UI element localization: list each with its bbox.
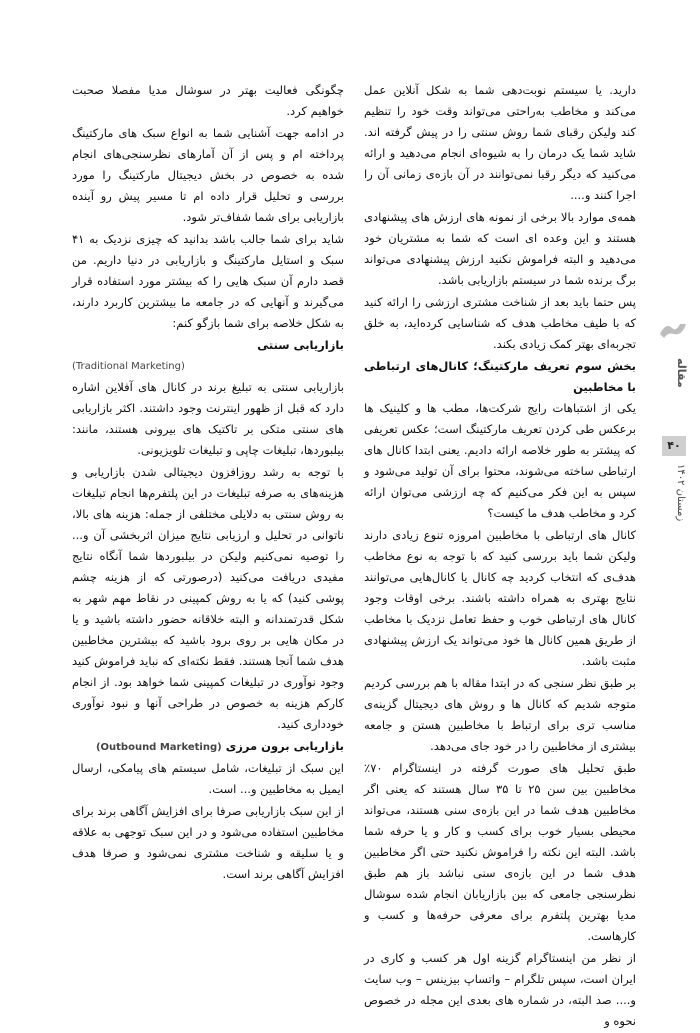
subheading-english: (Traditional Marketing) <box>72 361 185 372</box>
left-column <box>72 80 344 886</box>
paragraph: طبق تحلیل‌ های صورت گرفته در اینستاگرام ۷۰٪ مخاطبین بین سن ۲۵ تا ۳۵ سال هستند که یعنی اگر مخاطبین هدف شما در این بازه‌ی سنی هستند، می‌تواند محیطی بسیار خوب برای کسب و کار و یا حرفه شما باشد. البته این نکته را فراموش نکنید حتی اگر مخاطبین هدف شما در این بازه‌ی سنی نباشد باز هم طبق نظرسنجی جامعی که بین بازاریابان انجام شده سوشال مدیا بهترین پلتفرم برای معرفی حرفه‌ها و کسب و کارهاست. <box>364 761 637 943</box>
paragraph: چگونگی فعالیت بهتر در سوشال مدیا مفصلا صحبت خواهیم کرد. <box>72 83 344 118</box>
subheading-english: (Outbound Marketing) <box>95 742 222 753</box>
paragraph: شاید برای شما جالب باشد بدانید که چیزی نزدیک به ۴۱ سبک و استایل مارکتینگ و بازاریابی در دنیا داریم. من قصد دارم آن سبک‌ هایی را که بیشتر مورد استفاده قرار می‌گیرند و آنهایی که در جامعه ما بیشترین کاربرد دارند، به شکل خلاصه برای شما بازگو کنم: <box>72 232 344 330</box>
paragraph: با توجه به رشد روزافزون دیجیتالی شدن بازاریابی و هزینه‌های به صرفه تبلیغات در این پلتفرم‌ها انجام تبلیغات به روش سنتی به دلایلی مختلفی از جمله: هزینه‌ های بالا، ناتوانی در تحلیل و ارزیابی نتایج میزان اثربخشی آن و... را توصیه نمی‌کنیم ولیکن در بیلبوردها شما آنگاه نتایج مفیدی دریافت می‌کنید (درصورتی که از هزینه چشم پوشی کنید) که یا به روش کمپینی در نقاط مهم شهر به شکل قدرتمندانه و البته خلاقانه حضور داشته باشید و یا در مکان‌ هایی بر روی برود باشید که بیشترین مخاطبین هدف شما آنجا هستند. فقط نکته‌ای که نباید فراموش کنید وجود نوآوری در تبلیغات کمپینی شما خواهد بود. از انجام کارکم هزینه به خصوص در طراحی آنها و نبود نوآوری خودداری کنید. <box>72 465 344 731</box>
subheading-traditional-marketing: بازاریابی سنتی <box>257 338 344 352</box>
section-label: مقاله <box>675 358 688 388</box>
paragraph: یکی از اشتباهات رایج شرکت‌ها، مطب‌ ها و کلینیک‌ ها برعکس طی کردن تعریف مارکتینگ است؛ عکس تعریفی که پیشتر به طور خلاصه ارائه دادیم. یعنی ابتدا کانال‌ های ارتباطی ساخته می‌شوند، محتوا برای آن تولید می‌شود و سپس به این فکر می‌کنیم که چه ارزشی می‌توان ارائه کرد و مخاطب هدف ما کیست؟ <box>364 401 636 520</box>
page-sidebar <box>648 0 700 900</box>
paragraph: این سبک از تبلیغات، شامل سیستم‌ های پیامکی، ارسال ایمیل به مخاطبین و... است. <box>72 761 344 796</box>
paragraph: همه‌ی موارد بالا برخی از نمونه‌ های ارزش‌ های پیشنهادی هستند و این وعده‌ ای است که شما به مشتریان خود می‌دهید و البته فراموش نکنید ارزش پیشنهادی می‌تواند برگ برنده شما در سیستم بازاریابی باشد. <box>364 210 636 287</box>
page-number: ۴۰ <box>662 436 686 456</box>
subheading-title: بازاریابی برون مرزی <box>225 739 344 753</box>
paragraph: دارید. یا سیستم نوبت‌دهی شما به شکل آنلاین عمل می‌کند و مخاطب به‌راحتی می‌تواند وقت خود را تنظیم کند ولیکن رقبای شما روش سنتی را در پیش گرفته اند. شاید شما یک درمان را به شیوه‌ای انجام می‌دهید و ارائه می‌کنید که دیگر رقبا نمی‌توانند در آن بازه‌ی زمانی آن را اجرا کنند و.... <box>364 83 636 202</box>
paragraph: از نظر من اینستاگرام گزینه اول هر کسب و کاری در ایران است، سپس تلگرام – واتساپ بیزینس – وب سایت و.... صد البته، در شماره‌ های بعدی این مجله در خصوص نحوه و <box>364 951 636 1028</box>
issue-label: زمستان ۱۴۰۲ <box>675 464 686 522</box>
right-column <box>364 80 636 1033</box>
magazine-logo-icon <box>658 318 688 340</box>
paragraph: کانال‌ های ارتباطی با مخاطبین امروزه تنوع زیادی دارند ولیکن شما باید بررسی کنید که با توجه به نوع مخاطب هدف‌ی که انتخاب کردید چه کانال یا کانال‌هایی می‌توانند نتایج بهتری به همراه داشته باشند. برخی اوقات وجود کانال‌ های ارتباطی خوب و حفظ تعامل نزدیک با مخاطب از طریق همین کانال‌ ها خود می‌تواند یک ارزش پیشنهادی مثبت باشد. <box>364 528 636 668</box>
paragraph: پس حتما باید بعد از شناخت مشتری ارزشی را ارائه کنید که با طیف مخاطب هدف که شناسایی کرده‌اید، به خلق تجربه‌ای بهتر کمک زیادی بکند. <box>364 295 636 351</box>
paragraph: بازاریابی سنتی به تبلیغ برند در کانال‌ های آفلاین اشاره دارد که قبل از ظهور اینترنت وجود داشتند. اکثر بازاریابی‌ های سنتی متکی بر تاکتیک‌ های بیرونی هستند، مانند: بیلبوردها، تبلیغات چاپی و تبلیغات تلویزیونی. <box>72 380 344 457</box>
paragraph: در ادامه جهت آشنایی شما به انواع سبک‌ های مارکتینگ پرداخته ام و پس از آن آمارهای نظرسنجی‌های انجام شده به خصوص در بخش دیجیتال مارکتینگ را مورد بررسی و تحلیل قرار داده ام تا مسیر پیش رو آینده بازاریابی برای شما شفاف‌تر شود. <box>72 126 344 224</box>
paragraph: بر طبق نظر سنجی که در ابتدا مقاله با هم بررسی کردیم متوجه شدیم که کانال‌ ها و روش‌ های دیجیتال گزینه‌ی مناسب تری برای ارتباط با مخاطبین هستن و جامعه بیشتری از مخاطبین را در خود جای می‌دهد. <box>364 676 636 753</box>
paragraph: از این سبک بازاریابی صرفا برای افزایش آگاهی برند برای مخاطبین استفاده می‌شود و در این سبک توجهی به علاقه و یا سلیقه و شناخت مشتری نمی‌شود و صرفا هدف افزایش آگاهی برند است. <box>72 804 344 881</box>
section-heading: بخش سوم تعریف مارکتینگ؛ کانال‌های ارتباطی با مخاطبین <box>364 359 636 394</box>
subheading-outbound-marketing <box>72 736 344 758</box>
